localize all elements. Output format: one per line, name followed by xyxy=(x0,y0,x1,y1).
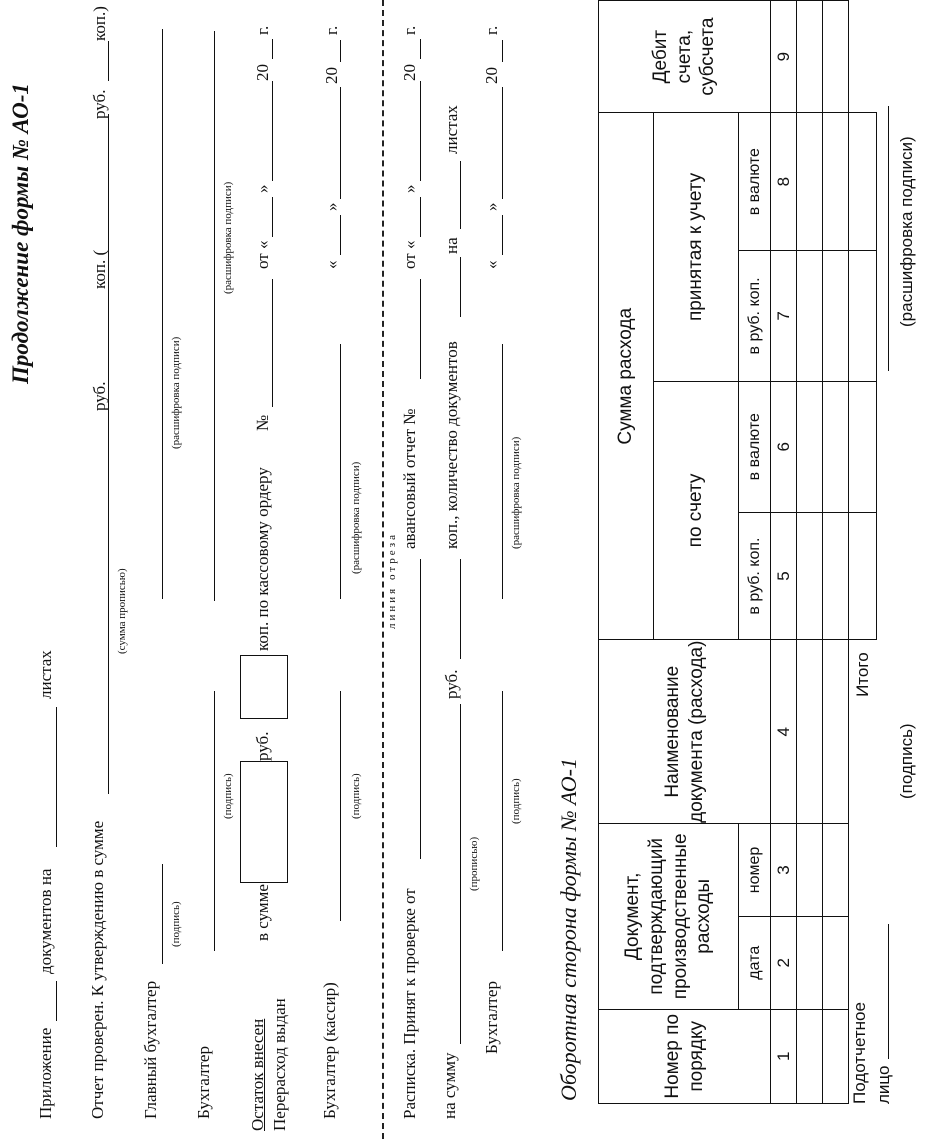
documents-on-label: документов на xyxy=(36,868,55,974)
sheets-label: листах xyxy=(36,650,55,699)
table-row xyxy=(797,1,823,1104)
accountant-signature-line xyxy=(214,691,215,951)
accountant2-signature-line xyxy=(502,691,503,951)
year-g-4: г. xyxy=(482,25,501,35)
col-num-9: 9 xyxy=(771,1,797,113)
advance-report-number-line xyxy=(420,279,421,379)
accountant2-decoding-line xyxy=(502,344,503,599)
total-label: Итого xyxy=(852,652,872,697)
page-title: Продолжение формы № АО-1 xyxy=(8,83,33,384)
back-side-title: Оборотная сторона формы № АО-1 xyxy=(556,758,581,1101)
kop-line xyxy=(108,41,109,81)
col-doc-number-header: номер xyxy=(739,824,771,917)
table-cell[interactable] xyxy=(823,251,849,382)
appendix-sheets-line xyxy=(56,707,57,847)
receipt-sheets-label: листах xyxy=(442,105,461,154)
kop-num-docs-label: коп., количество документов xyxy=(442,341,461,549)
total-cell[interactable] xyxy=(849,512,877,640)
accountable-decoding-line xyxy=(888,106,889,371)
table-cell[interactable] xyxy=(797,916,823,1009)
col-num-5: 5 xyxy=(771,512,797,640)
table-cell[interactable] xyxy=(823,1009,849,1103)
table-cell[interactable] xyxy=(797,640,823,824)
col-num-7: 7 xyxy=(771,251,797,382)
table-row xyxy=(823,1,849,1104)
accountable-person-label: Подотчетное лицо xyxy=(850,1002,893,1104)
accountant-decoding-line xyxy=(214,31,215,601)
col-num-1: 1 xyxy=(771,1009,797,1103)
receipt-label: Расписка. Принят к проверке от xyxy=(400,888,419,1119)
table-cell[interactable] xyxy=(823,916,849,1009)
col-accepted-header: принятая к учету xyxy=(654,113,739,381)
table-cell[interactable] xyxy=(797,381,823,512)
cut-line-caption: линия отреза xyxy=(386,532,398,629)
from-label: от « xyxy=(253,240,272,269)
in-amount-label: в сумме xyxy=(253,884,272,941)
expense-table xyxy=(598,0,877,1104)
receipt-from-label: от « xyxy=(400,240,419,269)
appendix-label: Приложение xyxy=(36,1027,55,1119)
receipt-rub-label: руб. xyxy=(442,669,461,699)
col-num-8: 8 xyxy=(771,113,797,251)
cashier-decoding-caption: (расшифровка подписи) xyxy=(350,461,362,574)
table-cell[interactable] xyxy=(823,824,849,917)
rub-label-2: руб. xyxy=(90,89,109,119)
table-cell[interactable] xyxy=(823,1,849,113)
in-words-caption: (прописью) xyxy=(468,836,480,891)
year-20-3: 20 xyxy=(400,64,419,81)
appendix-count-line xyxy=(56,981,57,1021)
cashier-month-line xyxy=(340,87,341,199)
chief-accountant-label: Главный бухгалтер xyxy=(141,980,160,1119)
accountant2-decoding-caption: (расшифровка подписи) xyxy=(510,436,522,549)
for-amount-label: на сумму xyxy=(440,1052,459,1119)
cashier-signature-caption: (подпись) xyxy=(350,773,362,819)
col-number-header: Номер по порядку xyxy=(599,1009,771,1103)
kop-cash-order-label: коп. по кассовому ордеру xyxy=(253,467,272,651)
year-20-2: 20 xyxy=(322,67,341,84)
year-20-4: 20 xyxy=(482,67,501,84)
chief-decoding-line xyxy=(162,29,163,599)
accountant2-signature-caption: (подпись) xyxy=(510,778,522,824)
kop-paren-label: коп. ( xyxy=(90,249,109,289)
accountant2-day-line xyxy=(502,215,503,255)
receipt-kop-line xyxy=(460,559,461,659)
total-cell[interactable] xyxy=(849,381,877,512)
receipt-month-line xyxy=(420,81,421,181)
cashier-year-line xyxy=(340,40,341,62)
col-accepted-currency-header: в валюте xyxy=(739,113,771,251)
overspend-issued-label: Перерасход выдан xyxy=(270,998,289,1131)
table-cell[interactable] xyxy=(797,251,823,382)
year-g-3: г. xyxy=(400,25,419,35)
receipt-year-line xyxy=(420,39,421,59)
table-cell[interactable] xyxy=(797,824,823,917)
day-line xyxy=(272,197,273,237)
accountable-signature-line xyxy=(888,924,889,1059)
col-num-6: 6 xyxy=(771,381,797,512)
col-sum-header: Сумма расхода xyxy=(599,113,654,640)
chief-decoding-caption: (расшифровка подписи) xyxy=(170,336,182,449)
col-document-header: Документ, подтверждающий производственные расходы xyxy=(599,824,739,1010)
year-g-2: г. xyxy=(322,25,341,35)
chief-signature-caption: (подпись) xyxy=(170,901,182,947)
advance-report-label: авансовый отчет № xyxy=(400,408,419,549)
accountant-label: Бухгалтер xyxy=(194,1046,213,1119)
quote-close-4: » xyxy=(482,202,501,211)
receipt-sheets-line xyxy=(460,161,461,229)
table-cell[interactable] xyxy=(823,381,849,512)
col-rub-kop-header: в руб. коп. xyxy=(739,512,771,640)
cashier-decoding-line xyxy=(340,344,341,599)
balance-deposited-label: Остаток внесен xyxy=(248,1018,267,1131)
accountable-signature-caption: (подпись) xyxy=(897,723,916,799)
table-cell[interactable] xyxy=(797,512,823,640)
col-currency-header: в валюте xyxy=(739,381,771,512)
amount-kop-box[interactable] xyxy=(240,655,288,719)
col-accepted-rub-kop-header: в руб. коп. xyxy=(739,251,771,382)
col-date-header: дата xyxy=(739,916,771,1009)
chief-signature-line xyxy=(162,864,163,964)
num-docs-line xyxy=(460,257,461,317)
quote-close: » xyxy=(253,184,272,193)
rub-label: руб. xyxy=(90,381,109,411)
quote-open: « xyxy=(322,260,341,269)
accountant2-label: Бухгалтер xyxy=(482,981,501,1054)
col-doc-name-header: Наименование документа (расхода) xyxy=(599,640,771,824)
table-cell[interactable] xyxy=(797,113,823,251)
accountant-signature-caption: (подпись) xyxy=(222,773,234,819)
col-num-4: 4 xyxy=(771,640,797,824)
col-by-account-header: по счету xyxy=(654,381,739,640)
table-cell[interactable] xyxy=(797,1009,823,1103)
on-label: на xyxy=(442,237,461,254)
table-total-row xyxy=(849,1,877,1104)
cashier-signature-line xyxy=(340,691,341,921)
cash-order-no-label: № xyxy=(253,414,272,431)
year-20: 20 xyxy=(253,64,272,81)
col-debit-header: Дебит счета, субсчета xyxy=(599,1,771,113)
receipt-from-line xyxy=(420,559,421,859)
accountable-decoding-caption: (расшифровка подписи) xyxy=(897,136,916,327)
year-g: г. xyxy=(253,25,272,35)
table-cell[interactable] xyxy=(823,113,849,251)
accountant2-month-line xyxy=(502,87,503,199)
cash-order-number-line xyxy=(272,279,273,407)
cashier-day-line xyxy=(340,215,341,255)
quote-close-3: » xyxy=(400,184,419,193)
cut-line xyxy=(382,0,384,1139)
accountant-cashier-label: Бухгалтер (кассир) xyxy=(320,982,339,1119)
rub-label-3: руб. xyxy=(253,731,272,761)
quote-close-2: » xyxy=(322,202,341,211)
amount-in-words-caption: (сумма прописью) xyxy=(116,568,128,654)
total-cell[interactable] xyxy=(849,113,877,251)
col-num-3: 3 xyxy=(771,824,797,917)
amount-rub-box[interactable] xyxy=(240,761,288,883)
table-cell[interactable] xyxy=(823,512,849,640)
accountant-decoding-caption: (расшифровка подписи) xyxy=(222,181,234,294)
report-amount-line xyxy=(108,114,109,794)
kop-close-label: коп.) xyxy=(90,6,109,41)
table-cell[interactable] xyxy=(797,1,823,113)
accountant2-year-line xyxy=(502,40,503,62)
total-cell[interactable] xyxy=(849,251,877,382)
table-cell[interactable] xyxy=(823,640,849,824)
col-num-2: 2 xyxy=(771,916,797,1009)
receipt-day-line xyxy=(420,197,421,237)
report-checked-label: Отчет проверен. К утверждению в сумме xyxy=(88,820,107,1119)
year-line xyxy=(272,39,273,59)
month-line xyxy=(272,81,273,181)
receipt-amount-line xyxy=(460,704,461,1044)
quote-open-2: « xyxy=(482,260,501,269)
